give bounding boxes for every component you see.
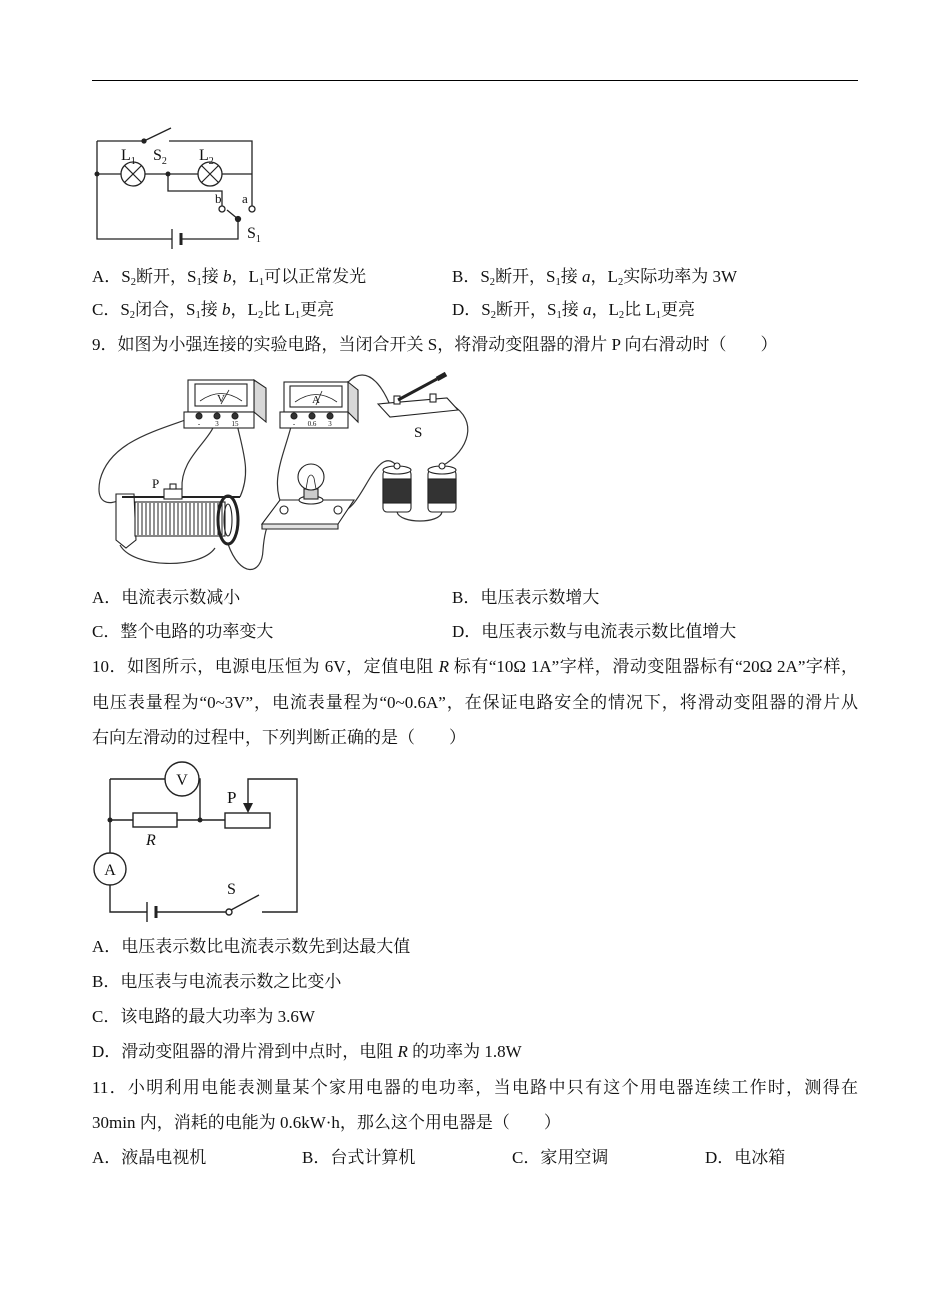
- q8-option-b: [452, 266, 737, 288]
- wires: [110, 779, 297, 912]
- terminal-a-contact: [249, 206, 255, 212]
- voltmeter-terminal-label-3: 3: [215, 420, 219, 428]
- q8-option-a: [92, 266, 366, 288]
- subscript: 1: [195, 309, 201, 321]
- battery: [147, 902, 156, 922]
- battery: [172, 229, 181, 249]
- text-run: 闭合，S: [135, 300, 196, 319]
- q10-stem-line-3: 右向左滑动的过程中，下列判断正确的是（ ）: [92, 728, 466, 747]
- label-s1-subscript: 1: [255, 234, 261, 245]
- ammeter-label: A: [104, 862, 116, 879]
- voltmeter-label: V: [176, 772, 188, 789]
- voltmeter-side: [254, 380, 266, 422]
- q11-stem-line-2: 30min 内，消耗的电能为 0.6kW·h，那么这个用电器是（ ）: [92, 1113, 561, 1132]
- ammeter-terminal-label-06: 0.6: [307, 420, 317, 428]
- text-run: 可以正常发光: [264, 267, 367, 286]
- voltmeter-terminal-15: [232, 413, 238, 419]
- wire-left-lower-bottom: [110, 885, 147, 912]
- text-run: 实际功率为 3W: [623, 267, 737, 286]
- label-s2: [153, 147, 167, 167]
- subscript: 1: [655, 309, 662, 321]
- text-run: 断开，S: [495, 267, 556, 286]
- italic-variable: a: [582, 300, 592, 319]
- text-run: 10．如图所示，电源电压恒为 6V，定值电阻: [92, 657, 439, 676]
- rheostat-slider-arrow: [243, 803, 253, 813]
- subscript: 1: [258, 276, 265, 288]
- subscript: 2: [129, 309, 136, 321]
- ammeter-label: A: [312, 394, 320, 406]
- label-s1-letter: S: [247, 225, 256, 242]
- wire-ammeter-to-bulb: [277, 415, 294, 510]
- junction-dot-center: [198, 818, 203, 823]
- q10-option-b: B．电压表与电流表示数之比变小: [92, 972, 342, 991]
- text-run: 比 L: [263, 300, 295, 319]
- label-terminal-a: a: [242, 191, 248, 206]
- subscript: 2: [618, 309, 625, 321]
- text-run: 接: [201, 267, 223, 286]
- switch-s1-pivot: [236, 217, 241, 222]
- q11-option-a: A．液晶电视机: [92, 1148, 207, 1167]
- subscript: 1: [556, 309, 562, 321]
- battery-2-band: [428, 479, 456, 503]
- text-run: ，L: [231, 267, 259, 286]
- text-run: ，L: [230, 300, 258, 319]
- subscript: 2: [130, 276, 136, 288]
- text-run: 更亮: [661, 300, 696, 319]
- label-terminal-b: b: [215, 191, 222, 206]
- q9-option-a: A．电流表示数减小: [92, 588, 241, 607]
- rheostat: [116, 484, 240, 548]
- rheostat-slider: [164, 489, 182, 499]
- ammeter-terminal-label-neg: -: [292, 420, 296, 428]
- q9-option-d: D．电压表示数与电流表示数比值增大: [452, 622, 737, 641]
- wire-slider-right: [248, 779, 297, 912]
- italic-variable: R: [438, 657, 449, 676]
- wire-voltmeter-right: [199, 779, 200, 820]
- voltmeter: [184, 380, 266, 428]
- rheostat-coil-body: [135, 502, 225, 536]
- q11-option-b: B．台式计算机: [302, 1148, 416, 1167]
- battery-1: [383, 463, 411, 512]
- text-run: ，L: [590, 267, 618, 286]
- switch-s: [226, 895, 259, 915]
- text-run: 接: [200, 300, 223, 319]
- text-run: 断开，S: [136, 267, 197, 286]
- rheostat-slider-knob: [170, 484, 176, 489]
- q10-stem-line-2: 电压表量程为“0~3V”，电流表量程为“0~0.6A”，在保证电路安全的情况下，将滑动变阻器的滑片从: [92, 693, 858, 712]
- italic-variable: b: [222, 267, 232, 286]
- bulb-glass: [298, 464, 324, 490]
- figure-q9-physical-circuit: [92, 365, 477, 580]
- switch-s1: [219, 206, 255, 222]
- label-l1-subscript: 1: [130, 156, 136, 167]
- wire-bottom-right: [181, 219, 238, 239]
- voltmeter-label: V: [217, 393, 225, 405]
- q10-stem-line-1: [92, 656, 858, 678]
- bulb-on-board: [262, 464, 354, 529]
- figure-q10-circuit-diagram: [92, 760, 307, 922]
- junction-dot-left: [108, 818, 113, 823]
- knife-switch-post-right: [430, 394, 436, 402]
- battery-2-terminal: [439, 463, 445, 469]
- text-run: 的功率为 1.8W: [407, 1042, 522, 1061]
- q11-option-d: D．电冰箱: [705, 1148, 786, 1167]
- q9-option-b: B．电压表示数增大: [452, 588, 600, 607]
- text-run: 断开，S: [496, 300, 557, 319]
- ammeter-terminal-neg: [291, 413, 297, 419]
- text-run: A．S: [92, 267, 131, 286]
- rheostat: [225, 813, 270, 828]
- text-run: 接: [560, 267, 583, 286]
- text-run: D．滑动变阻器的滑片滑到中点时，电阻: [92, 1042, 398, 1061]
- bulb-terminal-right: [334, 506, 342, 514]
- subscript: 2: [617, 276, 624, 288]
- voltmeter-terminal-3: [214, 413, 220, 419]
- switch-s2: [142, 128, 171, 143]
- knife-switch: [378, 374, 458, 417]
- bulb-board-edge: [262, 524, 338, 529]
- voltmeter-terminal-neg: [196, 413, 202, 419]
- label-s1: [247, 225, 261, 245]
- voltmeter-terminal-label-neg: -: [197, 420, 201, 428]
- q8-option-d: [452, 299, 695, 321]
- italic-variable: a: [582, 267, 591, 286]
- resistor-r: [133, 813, 177, 827]
- italic-variable: b: [222, 300, 231, 319]
- voltmeter-terminal-label-15: 15: [231, 420, 239, 428]
- italic-variable: R: [397, 1042, 408, 1061]
- q9-stem: 9．如图为小强连接的实验电路，当闭合开关 S，将滑动变阻器的滑片 P 向右滑动时（ ）: [92, 335, 778, 354]
- label-l1-letter: L: [121, 147, 131, 164]
- label-s2-subscript: 2: [161, 156, 167, 167]
- text-run: 更亮: [300, 300, 335, 319]
- ammeter-terminal-06: [309, 413, 315, 419]
- q11-stem-line-1: 11．小明利用电能表测量某个家用电器的电功率，当电路中只有这个用电器连续工作时，测得在: [92, 1078, 858, 1097]
- text-run: 标有“10Ω 1A”字样，滑动变阻器标有“20Ω 2A”字样，: [449, 657, 858, 676]
- wire-between-batteries: [397, 512, 442, 521]
- subscript: 2: [490, 309, 496, 321]
- switch-s2-blade: [144, 128, 171, 141]
- label-l2-letter: L: [199, 147, 209, 164]
- battery-1-terminal: [394, 463, 400, 469]
- q10-option-c: C．该电路的最大功率为 3.6W: [92, 1007, 315, 1026]
- rheostat-left-support: [116, 494, 136, 548]
- wire-rheostat-base-loop: [120, 545, 215, 563]
- header-rule: [92, 80, 858, 81]
- bulb-terminal-left: [280, 506, 288, 514]
- knife-switch-handle: [437, 374, 446, 379]
- subscript: 1: [294, 309, 301, 321]
- battery-1-band: [383, 479, 411, 503]
- knife-switch-base: [378, 398, 458, 417]
- ammeter-terminal-3: [327, 413, 333, 419]
- resistor-label: R: [146, 832, 156, 849]
- arrow-head: [243, 803, 253, 813]
- text-run: 比 L: [624, 300, 656, 319]
- junction-dot-left: [95, 172, 100, 177]
- q11-option-c: C．家用空调: [512, 1148, 609, 1167]
- figure-q8-circuit-diagram: [90, 120, 275, 252]
- q10-option-d: [92, 1041, 522, 1063]
- label-l2-subscript: 2: [208, 156, 214, 167]
- slider-label: P: [152, 476, 160, 491]
- battery-2: [428, 463, 456, 512]
- q8-option-c: [92, 299, 334, 321]
- text-run: B．S: [452, 267, 490, 286]
- subscript: 1: [555, 276, 561, 288]
- q10-option-a: A．电压表示数比电流表示数先到达最大值: [92, 937, 411, 956]
- switch-label: S: [227, 881, 236, 898]
- subscript: 2: [489, 276, 496, 288]
- switch-label: S: [414, 425, 423, 441]
- text-run: ，L: [591, 300, 619, 319]
- slider-label: P: [227, 788, 237, 807]
- ammeter-side: [348, 382, 358, 422]
- ammeter-terminal-label-3: 3: [328, 420, 332, 428]
- text-run: 接: [561, 300, 583, 319]
- wire-switch-to-battery: [442, 405, 468, 466]
- text-run: C．S: [92, 300, 130, 319]
- subscript: 2: [257, 309, 264, 321]
- switch-s2-pivot: [142, 139, 146, 143]
- junction-dot-center: [166, 172, 171, 177]
- text-run: D．S: [452, 300, 491, 319]
- subscript: 1: [196, 276, 202, 288]
- terminal-b-contact: [219, 206, 225, 212]
- label-s2-letter: S: [153, 147, 162, 164]
- q9-option-c: C．整个电路的功率变大: [92, 622, 274, 641]
